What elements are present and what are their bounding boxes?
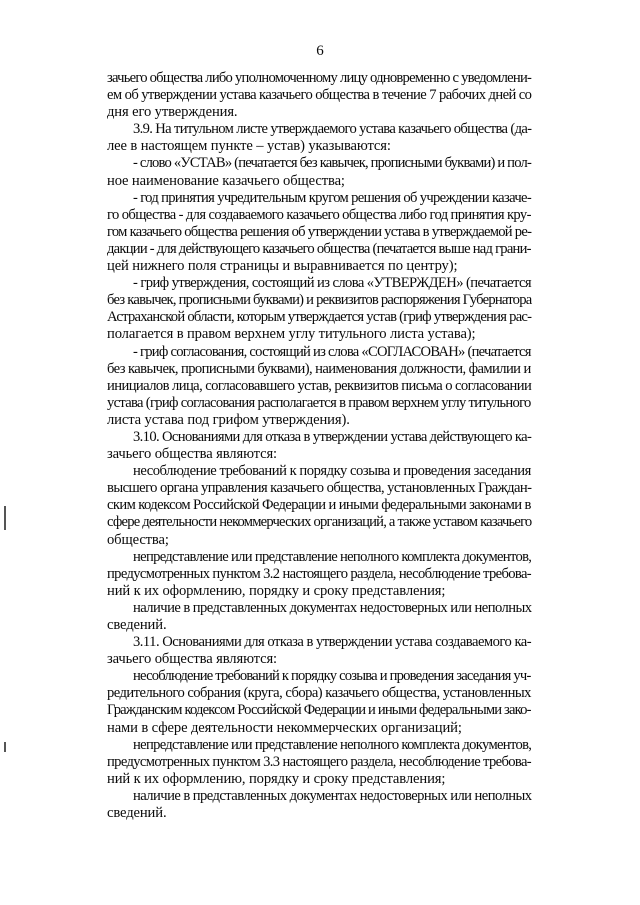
paragraph-first-line: несоблюдение требований к порядку созыва и проведения заседания уч- [133, 668, 531, 685]
paragraph-first-line: - гриф согласования, состоящий из слова «СОГЛАСОВАН» (печатается [133, 343, 531, 360]
paragraph-first-line: 3.9. На титульном листе утверждаемого устава казачьего общества (да- [133, 121, 532, 138]
paragraph-first-line: непредставление или представление неполного комплекта документов, [133, 548, 532, 565]
text-line: без кавычек, прописными буквами), наименования должности, фамилии и [107, 360, 531, 377]
paragraph-first-line: несоблюдение требований к порядку созыва и проведения заседания [133, 463, 531, 480]
text-line: ским кодексом Российской Федерации и иными федеральными законами в [107, 497, 531, 514]
paragraph-first-line: 3.10. Основаниями для отказа в утверждении устава действующего ка- [133, 428, 532, 445]
paragraph-first-line: непредставление или представление неполного комплекта документов, [133, 736, 532, 753]
text-line: лее в настоящем пункте – устав) указываются: [107, 138, 391, 155]
text-line: нами в сфере деятельности некоммерческих организаций; [107, 719, 462, 736]
text-line: сведений. [107, 805, 167, 822]
text-line: редительного собрания (круга, сбора) казачьего общества, установленных [107, 685, 531, 702]
paragraph-first-line: - гриф утверждения, состоящий из слова «УТВЕРЖДЕН» (печатается [133, 275, 531, 292]
text-line: листа устава под грифом утверждения). [107, 411, 350, 428]
text-line: сфере деятельности некоммерческих организаций, а также уставом казачьего [107, 514, 532, 531]
text-line: гом казачьего общества решения об утверждении устава в утверждаемой ре- [107, 223, 532, 240]
text-line: сведений. [107, 617, 167, 633]
paragraph-first-line: - год принятия учредительным кругом решения об учреждении казаче- [133, 189, 532, 206]
document-body [107, 70, 531, 822]
text-line: Гражданским кодексом Российской Федерации и иными федеральными зако- [107, 702, 531, 719]
text-line: ний к их оформлению, порядку и сроку представления; [107, 582, 446, 599]
paragraph-first-line: - слово «УСТАВ» (печатается без кавычек, прописными буквами) и пол- [133, 155, 532, 172]
text-line: предусмотренных пунктом 3.2 настоящего раздела, несоблюдение требова- [107, 565, 532, 582]
text-line: устава (гриф согласования располагается в правом верхнем углу титульного [107, 394, 531, 411]
text-line: цей нижнего поля страницы и выравнивается по центру); [107, 258, 458, 275]
text-line: ем об утверждении устава казачьего общества в течение 7 рабочих дней со [107, 87, 532, 104]
text-line: высшего органа управления казачьего общества, установленных Граждан- [107, 480, 532, 497]
text-line: ное наименование казачьего общества; [107, 172, 345, 189]
scan-edge-mark [4, 506, 6, 530]
text-line: без кавычек, прописными буквами) и реквизитов распоряжения Губернатора [107, 292, 532, 309]
paragraph-first-line: 3.11. Основаниями для отказа в утверждении устава создаваемого ка- [133, 634, 532, 651]
text-line: дакции - для действующего казачьего общества (печатается выше над грани- [107, 240, 531, 257]
text-line: полагается в правом верхнем углу титульного листа устава); [107, 326, 476, 343]
text-line: зачьего общества являются: [107, 651, 277, 668]
text-line: зачьего общества либо уполномоченному лицу одновременно с уведомлени- [107, 70, 532, 86]
text-line: предусмотренных пунктом 3.3 настоящего раздела, несоблюдение требова- [107, 753, 532, 770]
text-line: общества; [107, 531, 169, 548]
text-line: инициалов лица, согласовавшего устав, реквизитов письма о согласовании [107, 377, 532, 394]
text-line: ний к их оформлению, порядку и сроку представления; [107, 770, 446, 787]
page-number: 6 [316, 43, 324, 59]
text-line: зачьего общества являются: [107, 446, 277, 463]
paragraph-first-line: наличие в представленных документах недостоверных или неполных [133, 787, 532, 804]
text-line: Астраханской области, которым утверждается устав (гриф утверждения рас- [107, 309, 532, 326]
scan-edge-mark [4, 742, 6, 752]
paragraph-first-line: наличие в представленных документах недостоверных или неполных [133, 599, 532, 616]
text-line: го общества - для создаваемого казачьего общества либо год принятия кру- [107, 206, 531, 223]
text-line: дня его утверждения. [107, 104, 238, 121]
